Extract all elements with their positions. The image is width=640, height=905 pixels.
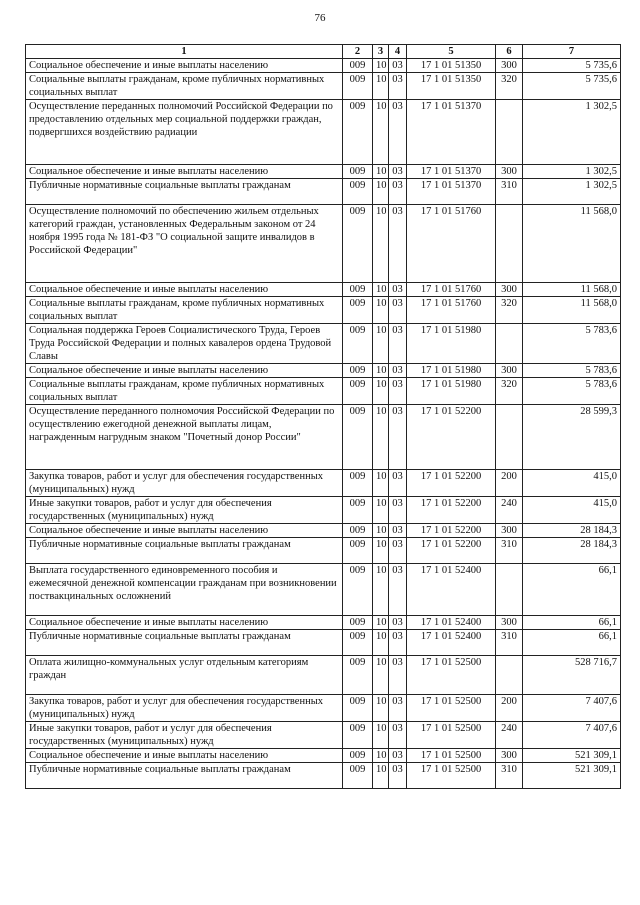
row-name-cell: Социальное обеспечение и иные выплаты населению	[26, 616, 343, 630]
table-row	[26, 695, 621, 722]
header-cell-7: 7	[523, 45, 621, 59]
row-code-6-cell: 300	[496, 59, 523, 73]
row-amount-cell: 5 783,6	[523, 378, 621, 405]
row-code-5-cell: 17 1 01 52200	[407, 538, 496, 564]
table-row	[26, 616, 621, 630]
row-code-4-cell: 03	[389, 364, 407, 378]
row-code-6-cell: 300	[496, 283, 523, 297]
row-amount-cell: 11 568,0	[523, 283, 621, 297]
row-amount-cell: 415,0	[523, 470, 621, 497]
row-code-4-cell: 03	[389, 378, 407, 405]
row-code-3-cell: 10	[373, 538, 389, 564]
row-code-4-cell: 03	[389, 205, 407, 283]
row-amount-cell: 11 568,0	[523, 205, 621, 283]
row-amount-cell: 28 184,3	[523, 524, 621, 538]
row-amount-cell: 1 302,5	[523, 179, 621, 205]
row-code-5-cell: 17 1 01 51980	[407, 364, 496, 378]
header-cell-6: 6	[496, 45, 523, 59]
row-code-3-cell: 10	[373, 297, 389, 324]
row-code-6-cell: 320	[496, 297, 523, 324]
row-code-2-cell: 009	[343, 324, 373, 364]
row-code-4-cell: 03	[389, 179, 407, 205]
row-name-cell: Осуществление полномочий по обеспечению жильем отдельных категорий граждан, установленных Федеральным законом от 24 ноября 1995 года № 181-ФЗ "О социальной защите инвалидов в Российской Федерации"	[26, 205, 343, 283]
row-name-cell: Социальное обеспечение и иные выплаты населению	[26, 749, 343, 763]
row-name-cell: Оплата жилищно-коммунальных услуг отдельным категориям граждан	[26, 656, 343, 695]
row-code-2-cell: 009	[343, 749, 373, 763]
row-code-4-cell: 03	[389, 695, 407, 722]
row-code-6-cell: 310	[496, 538, 523, 564]
table-row	[26, 524, 621, 538]
row-code-6-cell: 300	[496, 749, 523, 763]
row-name-cell: Выплата государственного единовременного пособия и ежемесячной денежной компенсации гражданам при возникновении поствакцинальных осложнений	[26, 564, 343, 616]
page-number: 76	[314, 12, 326, 24]
row-code-6-cell	[496, 324, 523, 364]
row-code-3-cell: 10	[373, 364, 389, 378]
row-code-5-cell: 17 1 01 51370	[407, 100, 496, 165]
row-name-cell: Закупка товаров, работ и услуг для обеспечения государственных (муниципальных) нужд	[26, 470, 343, 497]
row-code-5-cell: 17 1 01 52400	[407, 564, 496, 616]
table-row	[26, 59, 621, 73]
header-cell-1: 1	[26, 45, 343, 59]
row-code-5-cell: 17 1 01 52200	[407, 470, 496, 497]
row-code-5-cell: 17 1 01 52500	[407, 722, 496, 749]
row-code-6-cell: 320	[496, 73, 523, 100]
row-code-2-cell: 009	[343, 470, 373, 497]
header-cell-2: 2	[343, 45, 373, 59]
row-name-cell: Социальное обеспечение и иные выплаты населению	[26, 283, 343, 297]
row-code-4-cell: 03	[389, 405, 407, 470]
row-amount-cell: 28 184,3	[523, 538, 621, 564]
row-code-6-cell: 320	[496, 378, 523, 405]
row-code-5-cell: 17 1 01 51760	[407, 283, 496, 297]
row-code-5-cell: 17 1 01 51760	[407, 205, 496, 283]
row-code-3-cell: 10	[373, 378, 389, 405]
row-code-6-cell: 310	[496, 179, 523, 205]
row-code-2-cell: 009	[343, 205, 373, 283]
header-cell-4: 4	[389, 45, 407, 59]
row-code-3-cell: 10	[373, 405, 389, 470]
row-code-6-cell	[496, 405, 523, 470]
row-code-5-cell: 17 1 01 52200	[407, 497, 496, 524]
table-row	[26, 722, 621, 749]
row-code-3-cell: 10	[373, 100, 389, 165]
table-row	[26, 324, 621, 364]
row-code-3-cell: 10	[373, 165, 389, 179]
table-row	[26, 165, 621, 179]
row-code-2-cell: 009	[343, 297, 373, 324]
row-amount-cell: 66,1	[523, 616, 621, 630]
row-name-cell: Осуществление переданного полномочия Российской Федерации по осуществлению ежегодной денежной выплаты лицам, награжденным нагрудным знаком "Почетный донор России"	[26, 405, 343, 470]
table-row	[26, 378, 621, 405]
table-row	[26, 564, 621, 616]
row-code-4-cell: 03	[389, 59, 407, 73]
row-name-cell: Социальные выплаты гражданам, кроме публичных нормативных социальных выплат	[26, 378, 343, 405]
row-code-2-cell: 009	[343, 378, 373, 405]
row-code-6-cell: 240	[496, 722, 523, 749]
row-code-5-cell: 17 1 01 51350	[407, 73, 496, 100]
row-code-6-cell: 310	[496, 763, 523, 789]
table-row	[26, 100, 621, 165]
row-code-3-cell: 10	[373, 763, 389, 789]
row-name-cell: Публичные нормативные социальные выплаты гражданам	[26, 630, 343, 656]
row-code-5-cell: 17 1 01 52500	[407, 695, 496, 722]
row-code-4-cell: 03	[389, 524, 407, 538]
row-code-5-cell: 17 1 01 52500	[407, 749, 496, 763]
table-row	[26, 497, 621, 524]
row-code-2-cell: 009	[343, 564, 373, 616]
row-code-4-cell: 03	[389, 630, 407, 656]
row-name-cell: Иные закупки товаров, работ и услуг для обеспечения государственных (муниципальных) нужд	[26, 497, 343, 524]
row-code-6-cell	[496, 205, 523, 283]
row-code-5-cell: 17 1 01 52500	[407, 656, 496, 695]
row-name-cell: Осуществление переданных полномочий Российской Федерации по предоставлению отдельных мер социальной поддержки граждан, подвергшихся воздействию радиации	[26, 100, 343, 165]
table-row	[26, 364, 621, 378]
row-code-6-cell: 200	[496, 470, 523, 497]
header-row	[26, 45, 621, 59]
row-code-2-cell: 009	[343, 538, 373, 564]
row-code-2-cell: 009	[343, 100, 373, 165]
row-code-6-cell: 300	[496, 616, 523, 630]
row-amount-cell: 415,0	[523, 497, 621, 524]
table-row	[26, 405, 621, 470]
row-name-cell: Публичные нормативные социальные выплаты гражданам	[26, 538, 343, 564]
row-code-4-cell: 03	[389, 283, 407, 297]
row-code-5-cell: 17 1 01 52200	[407, 524, 496, 538]
row-code-2-cell: 009	[343, 630, 373, 656]
row-code-3-cell: 10	[373, 59, 389, 73]
row-name-cell: Социальное обеспечение и иные выплаты населению	[26, 524, 343, 538]
header-cell-5: 5	[407, 45, 496, 59]
row-code-2-cell: 009	[343, 59, 373, 73]
row-amount-cell: 521 309,1	[523, 763, 621, 789]
row-amount-cell: 66,1	[523, 564, 621, 616]
row-code-4-cell: 03	[389, 656, 407, 695]
row-code-3-cell: 10	[373, 524, 389, 538]
row-code-5-cell: 17 1 01 51370	[407, 165, 496, 179]
row-amount-cell: 28 599,3	[523, 405, 621, 470]
budget-table	[25, 44, 621, 789]
row-code-5-cell: 17 1 01 52400	[407, 616, 496, 630]
row-code-5-cell: 17 1 01 51370	[407, 179, 496, 205]
row-code-6-cell: 300	[496, 364, 523, 378]
row-code-4-cell: 03	[389, 73, 407, 100]
row-code-4-cell: 03	[389, 564, 407, 616]
row-code-6-cell	[496, 100, 523, 165]
row-amount-cell: 5 783,6	[523, 364, 621, 378]
row-code-3-cell: 10	[373, 283, 389, 297]
row-code-5-cell: 17 1 01 51350	[407, 59, 496, 73]
row-name-cell: Социальные выплаты гражданам, кроме публичных нормативных социальных выплат	[26, 297, 343, 324]
row-code-6-cell: 200	[496, 695, 523, 722]
row-code-2-cell: 009	[343, 497, 373, 524]
row-code-2-cell: 009	[343, 179, 373, 205]
table-row	[26, 749, 621, 763]
row-code-2-cell: 009	[343, 73, 373, 100]
row-amount-cell: 528 716,7	[523, 656, 621, 695]
row-code-4-cell: 03	[389, 100, 407, 165]
row-code-2-cell: 009	[343, 656, 373, 695]
table-row	[26, 470, 621, 497]
row-code-3-cell: 10	[373, 564, 389, 616]
row-amount-cell: 5 783,6	[523, 324, 621, 364]
row-code-5-cell: 17 1 01 52200	[407, 405, 496, 470]
row-code-3-cell: 10	[373, 695, 389, 722]
row-name-cell: Иные закупки товаров, работ и услуг для обеспечения государственных (муниципальных) нужд	[26, 722, 343, 749]
row-code-4-cell: 03	[389, 497, 407, 524]
row-code-4-cell: 03	[389, 763, 407, 789]
row-code-2-cell: 009	[343, 722, 373, 749]
row-code-2-cell: 009	[343, 524, 373, 538]
row-code-5-cell: 17 1 01 51760	[407, 297, 496, 324]
row-amount-cell: 11 568,0	[523, 297, 621, 324]
row-amount-cell: 521 309,1	[523, 749, 621, 763]
table-row	[26, 763, 621, 789]
row-code-3-cell: 10	[373, 630, 389, 656]
row-code-5-cell: 17 1 01 51980	[407, 324, 496, 364]
row-code-3-cell: 10	[373, 722, 389, 749]
row-code-4-cell: 03	[389, 470, 407, 497]
row-code-5-cell: 17 1 01 52500	[407, 763, 496, 789]
row-code-3-cell: 10	[373, 616, 389, 630]
row-code-6-cell: 300	[496, 165, 523, 179]
row-name-cell: Закупка товаров, работ и услуг для обеспечения государственных (муниципальных) нужд	[26, 695, 343, 722]
row-code-2-cell: 009	[343, 695, 373, 722]
row-code-3-cell: 10	[373, 205, 389, 283]
row-amount-cell: 5 735,6	[523, 59, 621, 73]
row-name-cell: Социальное обеспечение и иные выплаты населению	[26, 59, 343, 73]
row-code-3-cell: 10	[373, 179, 389, 205]
row-code-3-cell: 10	[373, 470, 389, 497]
row-code-2-cell: 009	[343, 364, 373, 378]
table-row	[26, 656, 621, 695]
row-code-4-cell: 03	[389, 165, 407, 179]
row-code-6-cell: 300	[496, 524, 523, 538]
row-code-3-cell: 10	[373, 749, 389, 763]
table-row	[26, 205, 621, 283]
row-code-3-cell: 10	[373, 656, 389, 695]
row-code-2-cell: 009	[343, 616, 373, 630]
row-code-3-cell: 10	[373, 497, 389, 524]
row-amount-cell: 7 407,6	[523, 695, 621, 722]
row-code-6-cell	[496, 656, 523, 695]
row-code-4-cell: 03	[389, 749, 407, 763]
row-amount-cell: 1 302,5	[523, 165, 621, 179]
row-name-cell: Социальное обеспечение и иные выплаты населению	[26, 165, 343, 179]
row-code-4-cell: 03	[389, 722, 407, 749]
row-code-4-cell: 03	[389, 297, 407, 324]
table-row	[26, 283, 621, 297]
row-name-cell: Социальное обеспечение и иные выплаты населению	[26, 364, 343, 378]
row-code-2-cell: 009	[343, 165, 373, 179]
row-code-5-cell: 17 1 01 51980	[407, 378, 496, 405]
row-code-4-cell: 03	[389, 616, 407, 630]
row-code-3-cell: 10	[373, 324, 389, 364]
header-cell-3: 3	[373, 45, 389, 59]
row-amount-cell: 66,1	[523, 630, 621, 656]
row-code-6-cell	[496, 564, 523, 616]
row-name-cell: Социальная поддержка Героев Социалистического Труда, Героев Труда Российской Федерации и полных кавалеров ордена Трудовой Славы	[26, 324, 343, 364]
table-row	[26, 630, 621, 656]
table-row	[26, 538, 621, 564]
row-name-cell: Социальные выплаты гражданам, кроме публичных нормативных социальных выплат	[26, 73, 343, 100]
row-amount-cell: 5 735,6	[523, 73, 621, 100]
row-code-2-cell: 009	[343, 283, 373, 297]
row-code-4-cell: 03	[389, 324, 407, 364]
row-name-cell: Публичные нормативные социальные выплаты гражданам	[26, 763, 343, 789]
row-code-2-cell: 009	[343, 405, 373, 470]
table-row	[26, 179, 621, 205]
row-code-3-cell: 10	[373, 73, 389, 100]
row-code-6-cell: 240	[496, 497, 523, 524]
table-row	[26, 73, 621, 100]
row-code-2-cell: 009	[343, 763, 373, 789]
row-code-6-cell: 310	[496, 630, 523, 656]
row-amount-cell: 7 407,6	[523, 722, 621, 749]
row-name-cell: Публичные нормативные социальные выплаты гражданам	[26, 179, 343, 205]
row-amount-cell: 1 302,5	[523, 100, 621, 165]
row-code-5-cell: 17 1 01 52400	[407, 630, 496, 656]
row-code-4-cell: 03	[389, 538, 407, 564]
table-row	[26, 297, 621, 324]
